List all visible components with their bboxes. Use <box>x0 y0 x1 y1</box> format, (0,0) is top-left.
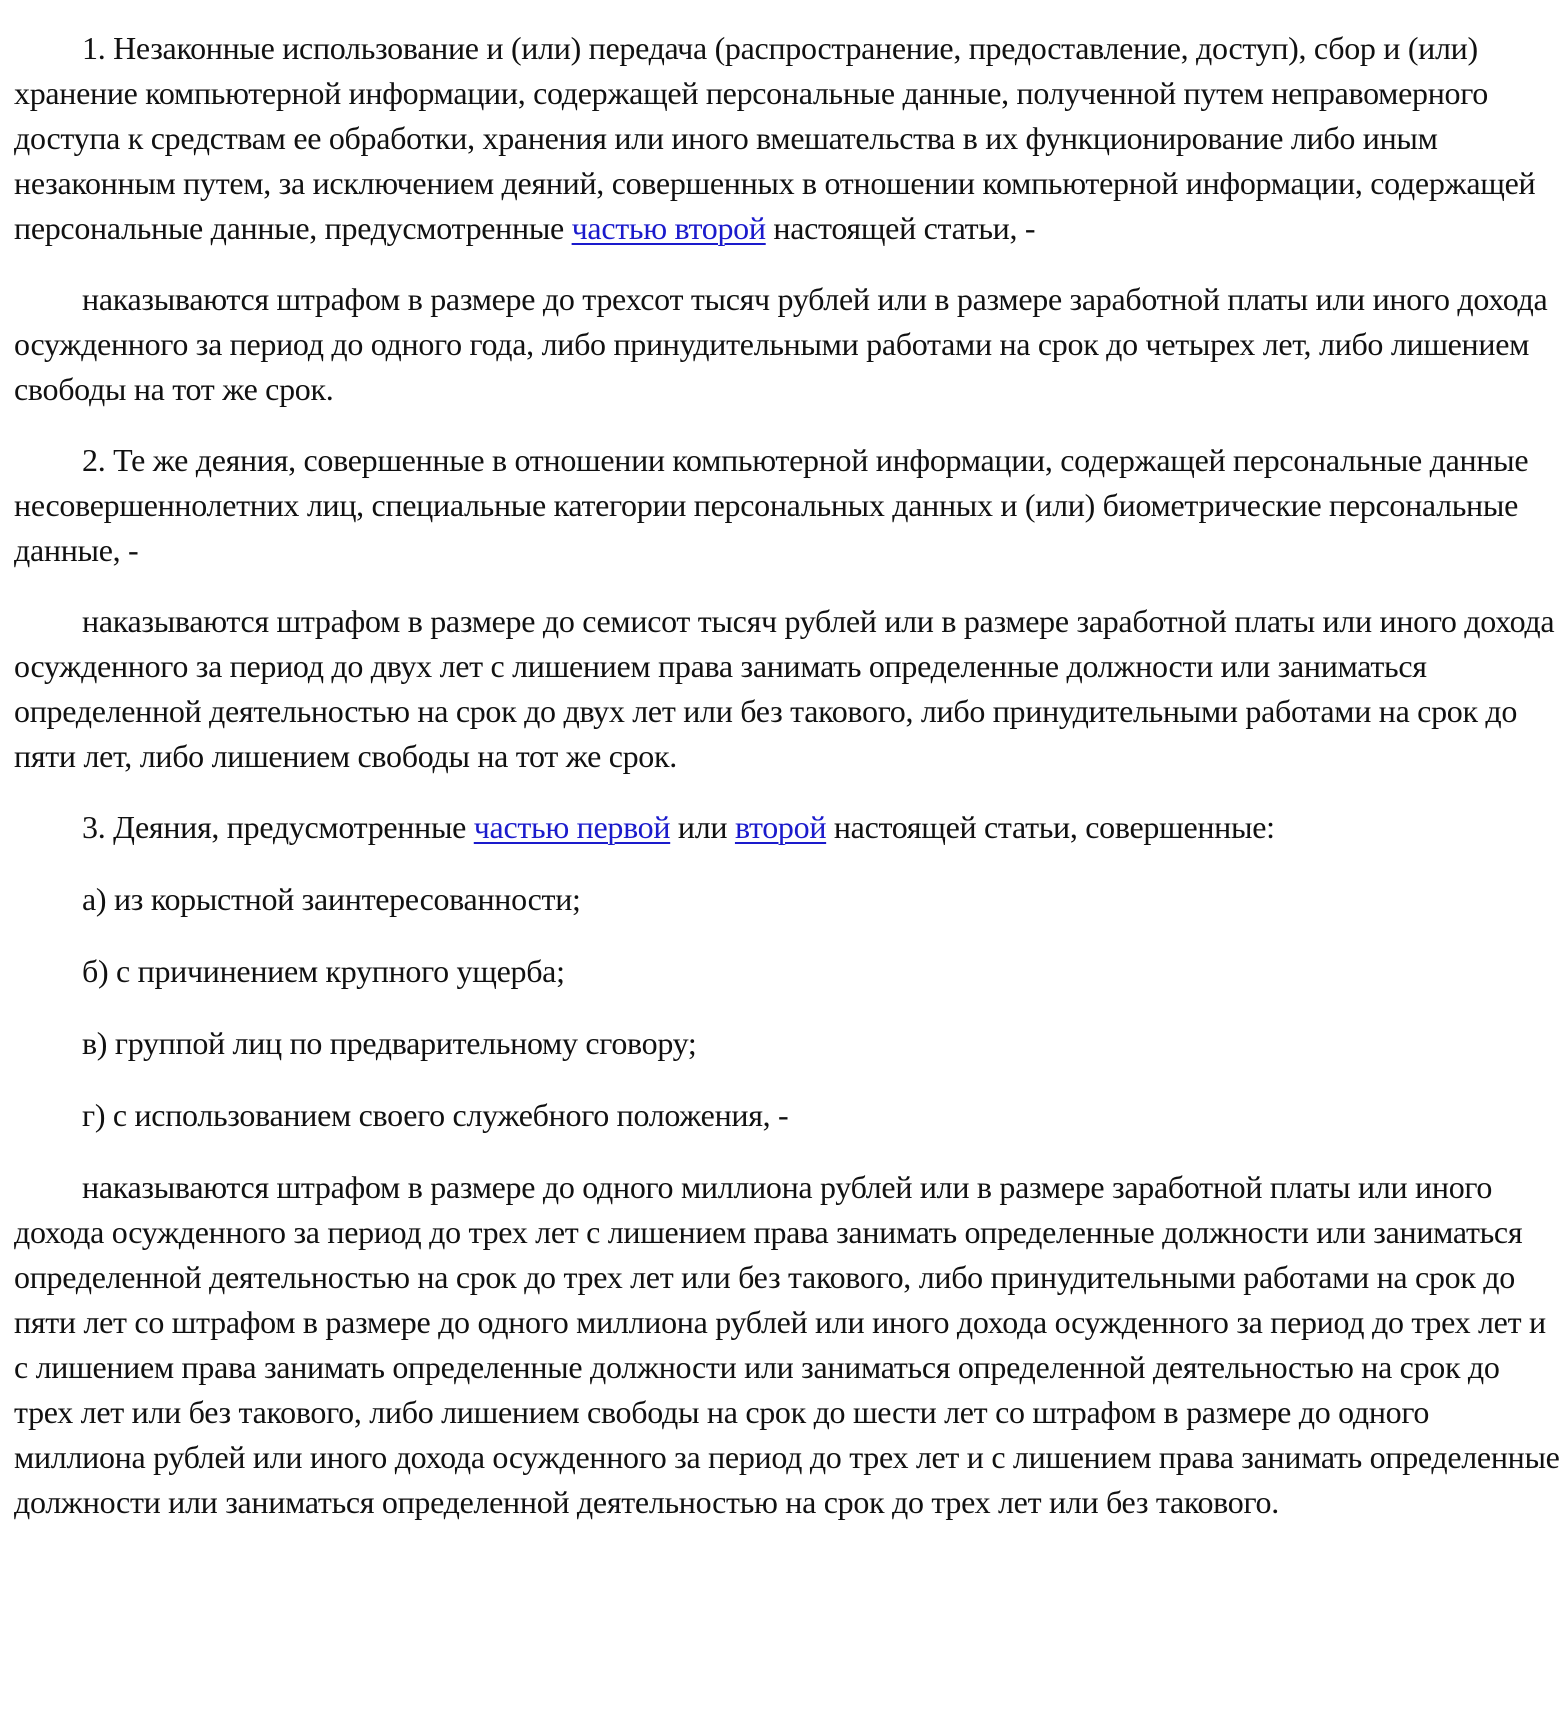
paragraph-part-2: 2. Те же деяния, совершенные в отношении компьютерной информации, содержащей персональные данные несовершеннолетних лиц, специальные категории персональных данных и (или) биометрические персональные данные, - <box>14 442 1529 568</box>
paragraph-penalty-1: наказываются штрафом в размере до трехсот тысяч рублей или в размере заработной платы или иного дохода осужденного за период до одного года, либо принудительными работами на срок до четырех лет, либо лишением свободы на тот же срок. <box>14 281 1548 407</box>
list-item-b: б) с причинением крупного ущерба; <box>82 953 565 989</box>
part-1-text-after: настоящей статьи, - <box>765 210 1036 246</box>
paragraph-part-1 <box>14 26 1560 251</box>
paragraph-part-3 <box>14 805 1560 850</box>
part-3-text-middle: или <box>670 809 735 845</box>
list-item-g: г) с использованием своего служебного положения, - <box>82 1097 789 1133</box>
part-1-text-before: 1. Незаконные использование и (или) передача (распространение, предоставление, доступ), сбор и (или) хранение компьютерной информации, содержащей персональные данные, полученной путем неправомерного доступа к средствам ее обработки, хранения или иного вмешательства в их функционирование либо иным незаконным путем, за исключением деяний, совершенных в отношении компьютерной информации, содержащей персональные данные, предусмотренные <box>14 30 1536 246</box>
list-item-v: в) группой лиц по предварительному сговору; <box>82 1025 697 1061</box>
part-3-text-after: настоящей статьи, совершенные: <box>826 809 1275 845</box>
part-3-text-before: 3. Деяния, предусмотренные <box>82 809 474 845</box>
paragraph-penalty-2: наказываются штрафом в размере до семисот тысяч рублей или в размере заработной платы или иного дохода осужденного за период до двух лет с лишением права занимать определенные должности или заниматься определенной деятельностью на срок до двух лет или без такового, либо принудительными работами на срок до пяти лет, либо лишением свободы на тот же срок. <box>14 603 1555 774</box>
link-part-one[interactable]: частью первой <box>473 809 671 845</box>
link-part-two[interactable]: частью второй <box>571 210 766 246</box>
link-part-two-short[interactable]: второй <box>734 809 827 845</box>
list-item-a: а) из корыстной заинтересованности; <box>82 881 581 917</box>
paragraph-penalty-3: наказываются штрафом в размере до одного миллиона рублей или в размере заработной платы или иного дохода осужденного за период до трех лет с лишением права занимать определенные должности или заниматься определенной деятельностью на срок до трех лет или без такового, либо принудительными работами на срок до пяти лет со штрафом в размере до одного миллиона рублей или иного дохода осужденного за период до трех лет и с лишением права занимать определенные должности или заниматься определенной деятельностью на срок до трех лет или без такового, либо лишением свободы на срок до шести лет со штрафом в размере до одного миллиона рублей или иного дохода осужденного за период до трех лет и с лишением права занимать определенные должности или заниматься определенной деятельностью на срок до трех лет или без такового. <box>14 1169 1560 1520</box>
